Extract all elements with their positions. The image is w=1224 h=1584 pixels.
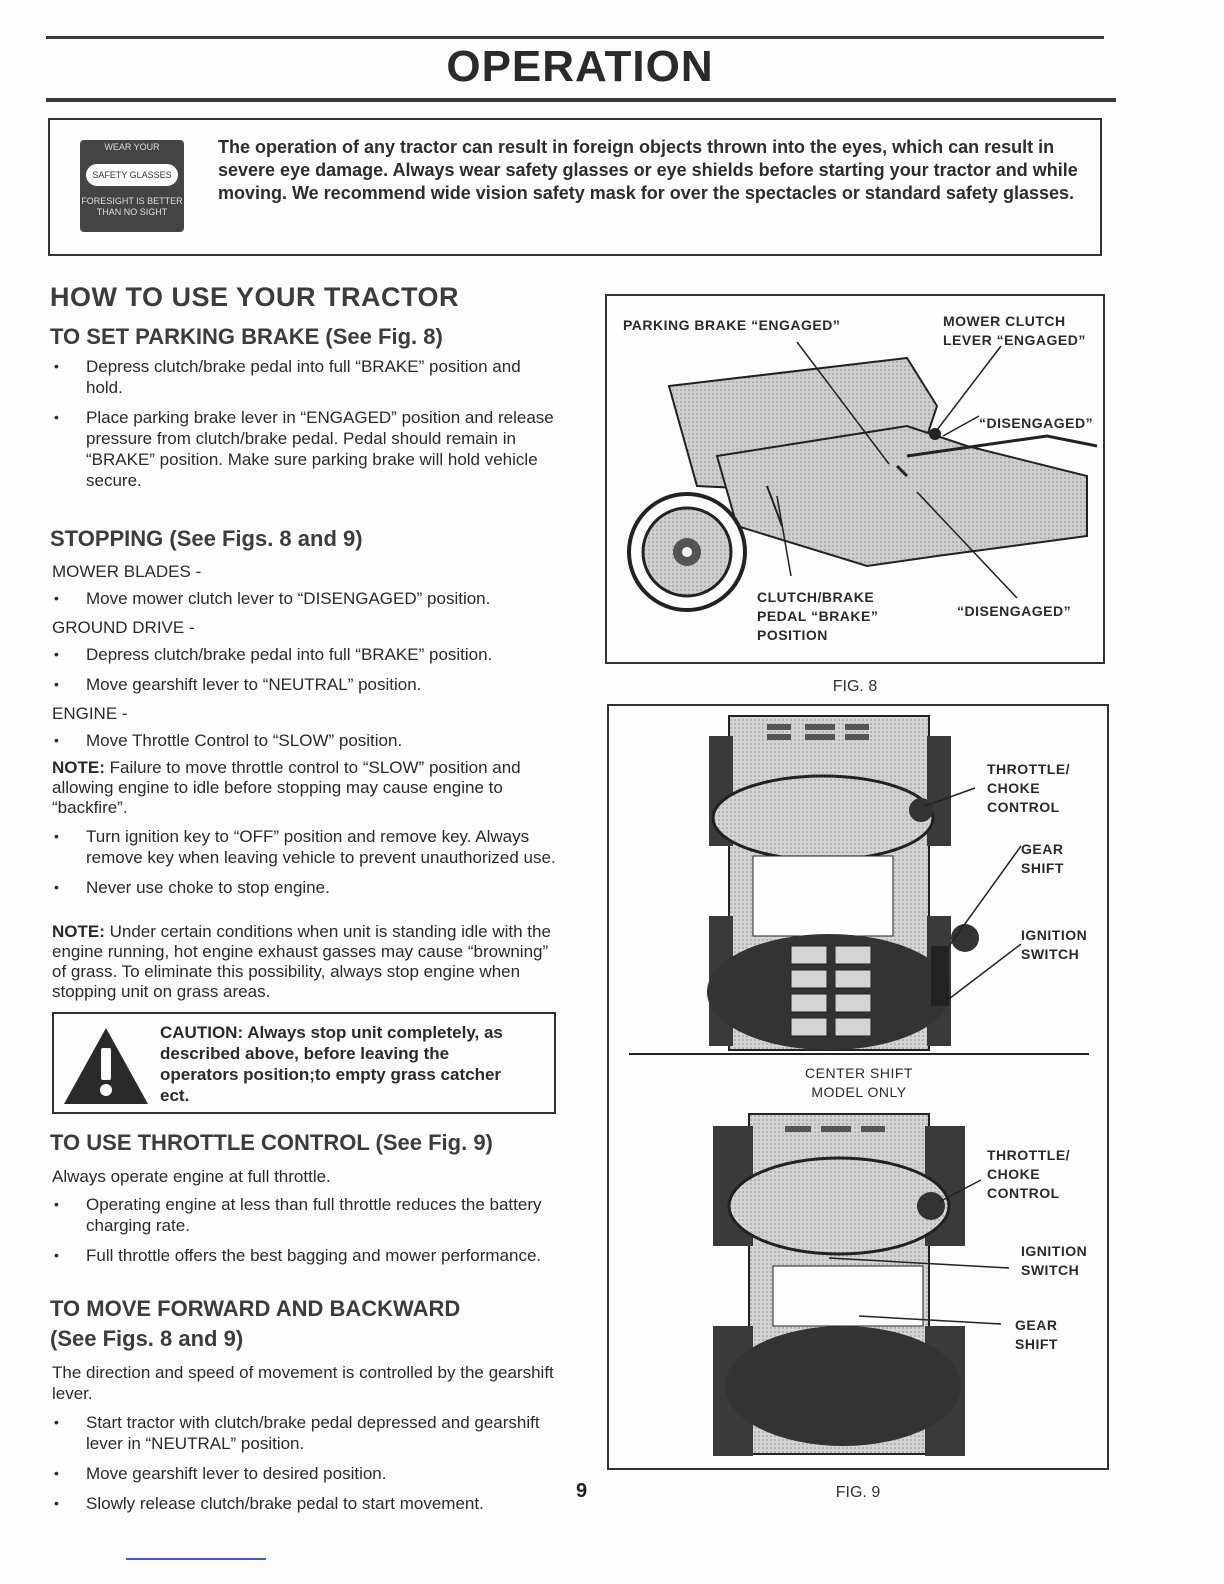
page-title: OPERATION	[446, 42, 714, 91]
engine-list-2	[50, 826, 560, 907]
list-item: • Move gearshift lever to desired position.	[54, 1464, 387, 1483]
throttle-heading: TO USE THROTTLE CONTROL (See Fig. 9)	[50, 1130, 493, 1155]
mower-blades-label: MOWER BLADES -	[52, 562, 202, 581]
fig9-top-ignition-label: IGNITION SWITCH	[1021, 927, 1088, 962]
list-item: • Turn ignition key to “OFF” position and remove key. Always remove key when leaving vehicle to prevent unauthorized use.	[54, 827, 556, 867]
fig9-bottom-ignition-label: IGNITION SWITCH	[1021, 1243, 1088, 1278]
move-heading-line1: TO MOVE FORWARD AND BACKWARD	[50, 1296, 461, 1321]
fig9-bottom-gear-label: GEAR SHIFT	[1015, 1317, 1058, 1352]
title-underline	[46, 98, 1116, 102]
fig8-disengaged-bottom-label: “DISENGAGED”	[957, 603, 1072, 619]
list-item: • Move mower clutch lever to “DISENGAGED” position.	[54, 589, 491, 608]
safety-glasses-badge	[80, 140, 184, 232]
top-rule	[46, 36, 1104, 39]
move-heading-line2: (See Figs. 8 and 9)	[50, 1326, 244, 1351]
list-item: • Move gearshift lever to “NEUTRAL” position.	[54, 675, 422, 694]
caution-text: CAUTION: Always stop unit completely, as described above, before leaving the operators position;to empty grass catcher ect.	[160, 1023, 503, 1105]
mower-blades-list	[50, 588, 560, 618]
list-item: • Move Throttle Control to “SLOW” position.	[54, 731, 403, 750]
note-browning: NOTE: Under certain conditions when unit is standing idle with the engine running, hot engine exhaust gasses may cause “browning” of grass. To eliminate this possibility, always stop engine when stopping unit on grass areas.	[52, 922, 551, 1001]
badge-line3: FORESIGHT IS BETTER THAN NO SIGHT	[81, 196, 183, 217]
throttle-intro: Always operate engine at full throttle.	[52, 1167, 331, 1186]
list-item: • Depress clutch/brake pedal into full “BRAKE” position.	[54, 645, 493, 664]
fig8-clutch-brake-label: CLUTCH/BRAKE PEDAL “BRAKE” POSITION	[757, 589, 879, 643]
safety-warning-text: The operation of any tractor can result in foreign objects thrown into the eyes, which can result in severe eye damage. Always wear safety glasses or eye shields before starting your tractor and while moving. We recommend wide vision safety mask for over the spectacles or standard safety glasses.	[218, 137, 1078, 203]
ground-drive-label: GROUND DRIVE -	[52, 618, 195, 637]
ground-drive-list	[50, 644, 560, 704]
move-list	[50, 1412, 560, 1523]
engine-list	[50, 730, 560, 760]
badge-line2: SAFETY GLASSES	[86, 164, 178, 186]
list-item: • Place parking brake lever in “ENGAGED” position and release pressure from clutch/brake pedal. Pedal should remain in “BRAKE” position. Make sure parking brake will hold vehicle secure.	[54, 408, 554, 490]
parking-brake-list	[50, 356, 560, 500]
page-number: 9	[576, 1480, 588, 1502]
move-intro: The direction and speed of movement is controlled by the gearshift lever.	[52, 1363, 554, 1403]
fig8-disengaged-top-label: “DISENGAGED”	[979, 415, 1094, 431]
list-item: • Depress clutch/brake pedal into full “BRAKE” position and hold.	[54, 357, 521, 397]
fig8-parking-brake-label: PARKING BRAKE “ENGAGED”	[623, 317, 841, 333]
list-item: • Operating engine at less than full throttle reduces the battery charging rate.	[54, 1195, 542, 1235]
fig9-bottom-throttle-label: THROTTLE/ CHOKE CONTROL	[987, 1147, 1071, 1201]
figure-9	[607, 704, 1109, 1470]
list-item: • Start tractor with clutch/brake pedal depressed and gearshift lever in “NEUTRAL” position.	[54, 1413, 540, 1453]
caution-box	[52, 1012, 556, 1114]
fig8-mower-clutch-label: MOWER CLUTCH LEVER “ENGAGED”	[943, 313, 1086, 348]
warning-triangle-icon	[62, 1026, 150, 1106]
fig8-caption: FIG. 8	[832, 678, 878, 695]
stopping-heading: STOPPING (See Figs. 8 and 9)	[50, 526, 363, 551]
fig9-top-gear-label: GEAR SHIFT	[1021, 841, 1064, 876]
footer-link-line	[126, 1558, 266, 1560]
fig9-caption: FIG. 9	[835, 1484, 881, 1501]
parking-brake-heading: TO SET PARKING BRAKE (See Fig. 8)	[50, 324, 443, 349]
throttle-list	[50, 1194, 560, 1275]
list-item: • Slowly release clutch/brake pedal to start movement.	[54, 1494, 484, 1513]
fig9-center-shift-label: CENTER SHIFT MODEL ONLY	[805, 1065, 913, 1100]
figure-8	[605, 294, 1105, 664]
badge-line1: WEAR YOUR	[104, 142, 160, 152]
list-item: • Never use choke to stop engine.	[54, 878, 330, 897]
safety-warning-box	[48, 118, 1102, 256]
fig9-top-throttle-label: THROTTLE/ CHOKE CONTROL	[987, 761, 1071, 815]
list-item: • Full throttle offers the best bagging and mower performance.	[54, 1246, 542, 1265]
engine-label: ENGINE -	[52, 704, 128, 723]
how-to-use-heading: HOW TO USE YOUR TRACTOR	[50, 282, 460, 312]
note-backfire: NOTE: Failure to move throttle control to “SLOW” position and allowing engine to idle before stopping may cause engine to “backfire”.	[52, 758, 521, 817]
